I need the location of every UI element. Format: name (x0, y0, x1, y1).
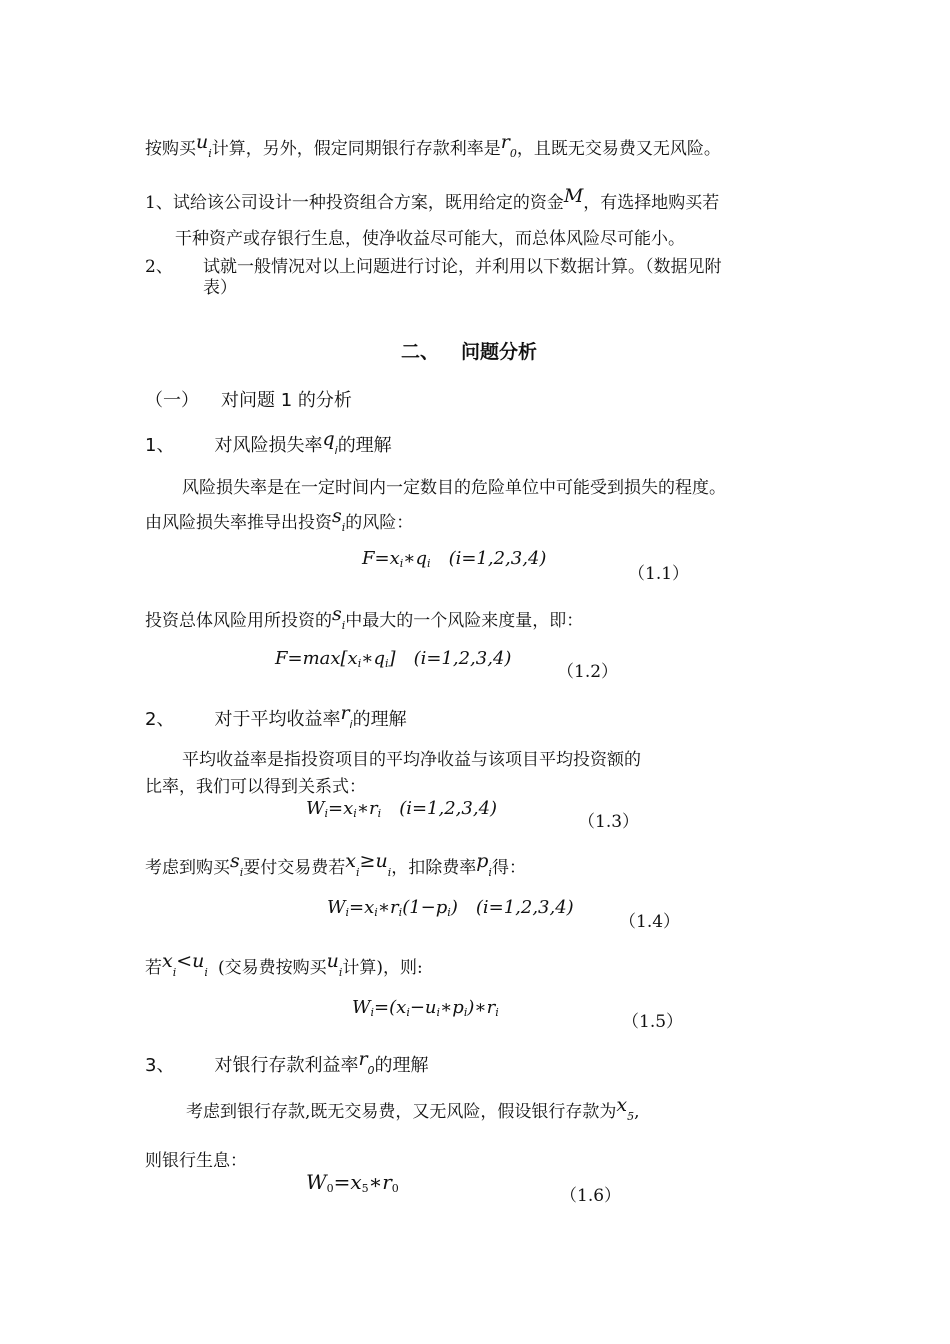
equation-1-4 (327, 897, 574, 919)
eq-sub: i (399, 557, 404, 570)
var-x: x (162, 950, 173, 972)
equation-1-3 (306, 798, 497, 820)
condition-op: ≥u (359, 850, 388, 872)
eq-range: (i=1,2,3,4) (448, 548, 547, 569)
var-p: p (476, 850, 489, 872)
equation-number-1-6: （1.6） (560, 1186, 622, 1206)
var-u: u (196, 131, 209, 153)
eq-sub: i (324, 807, 329, 820)
var-sub: 0 (367, 1064, 375, 1077)
eq-part: ∗r (356, 798, 378, 819)
intro-text: 计算，另外，假定同期银行存款利率是 (211, 139, 501, 159)
eq-sub: i (345, 906, 350, 919)
eq-part: ) (450, 897, 458, 918)
intro-line (145, 131, 721, 166)
eq-part: =x (328, 798, 354, 819)
eq-part: =(x (374, 997, 407, 1018)
eq-sub: i (398, 906, 403, 919)
subsection-heading (145, 389, 352, 413)
item-number: 1、 (145, 435, 175, 456)
subsection-number: （一） (145, 390, 199, 411)
eq-range: (i=1,2,3,4) (475, 897, 574, 918)
para-text: 投资总体风险用所投资的 (145, 611, 332, 631)
var-sub: i (341, 619, 346, 632)
eq-part: ∗r (377, 897, 399, 918)
eq-part: =x (333, 1170, 362, 1194)
task-text: 试给该公司设计一种投资组合方案，既用给定的资金 (172, 193, 564, 213)
eq-part: W (306, 1170, 327, 1194)
var-q: q (322, 428, 335, 450)
para-text: (交易费按购买 (217, 958, 327, 978)
eq-sub: i (427, 557, 431, 570)
eq-sub: i (374, 906, 378, 919)
var-sub: i (341, 521, 346, 534)
item-text: 的理解 (352, 709, 407, 730)
eq-sub: 0 (326, 1182, 334, 1195)
item-1-heading (145, 428, 392, 463)
eq-part: W (327, 897, 346, 918)
item-text: 的理解 (374, 1055, 429, 1076)
section-text: 问题分析 (461, 341, 538, 363)
var-r: r (358, 1048, 368, 1070)
eq-sub: i (406, 1006, 410, 1019)
eq-part: F=x (362, 548, 400, 569)
item-text: 对银行存款利益率 (214, 1055, 359, 1076)
item-1-paragraph-1: 风险损失率是在一定时间内一定数目的危险单位中可能受到损失的程度。 (182, 478, 726, 498)
item-3-heading (145, 1048, 429, 1083)
eq-sub: i (447, 906, 451, 919)
item-1-paragraph-2 (145, 505, 414, 540)
eq-part: W (352, 997, 371, 1018)
task-1-line-2: 干种资产或存银行生息，使净收益尽可能大，而总体风险尽可能小。 (175, 229, 685, 249)
item-text: 对风险损失率 (214, 435, 323, 456)
eq-part: −u (409, 997, 437, 1018)
eq-part: ∗q (403, 548, 428, 569)
eq-part: )∗r (467, 997, 496, 1018)
eq-sub: 5 (361, 1182, 369, 1195)
var-sub: i (488, 866, 492, 879)
item-1-paragraph-3 (145, 603, 584, 638)
item-text: 的理解 (337, 435, 392, 456)
item-number: 3、 (145, 1055, 175, 1076)
section-number: 二、 (401, 341, 440, 363)
task-2-line-1: 试就一般情况对以上问题进行讨论，并利用以下数据计算。（数据见附 (203, 257, 722, 277)
equation-number-1-1: （1.1） (628, 564, 690, 584)
eq-part: ∗q (361, 648, 385, 669)
eq-sub: i (495, 1006, 499, 1019)
section-title (401, 340, 537, 364)
equation-number-1-2: （1.2） (557, 662, 619, 682)
var-sub: i (356, 866, 360, 879)
eq-sub: i (370, 1006, 375, 1019)
eq-range: (i=1,2,3,4) (413, 648, 512, 669)
var-sub: i (334, 444, 338, 457)
equation-number-1-4: （1.4） (619, 912, 681, 932)
equation-number-1-3: （1.3） (578, 812, 640, 832)
eq-sub: i (463, 1006, 468, 1019)
item-2-paragraph-4 (145, 950, 423, 985)
para-text: 要付交易费若 (243, 858, 346, 878)
eq-part: =x (349, 897, 375, 918)
equation-number-1-5: （1.5） (622, 1012, 684, 1032)
task-2-line-2: 表） (203, 278, 237, 298)
var-sub: i (204, 966, 208, 979)
equation-1-5 (352, 997, 499, 1019)
task-number: 1、 (145, 193, 173, 213)
para-text: ，扣除费率 (391, 858, 477, 878)
var-sub: 0 (509, 147, 517, 160)
para-text: 由风险损失率推导出投资 (145, 513, 332, 533)
eq-part: ∗p (440, 997, 464, 1018)
eq-range: (i=1,2,3,4) (399, 798, 498, 819)
intro-text: ，且既无交易费又无风险。 (516, 139, 721, 159)
para-text: 得： (491, 858, 526, 878)
item-text: 对于平均收益率 (214, 709, 341, 730)
eq-part: (1−p (402, 897, 448, 918)
item-3-paragraph-2: 则银行生息： (145, 1151, 247, 1171)
condition-op: <u (176, 950, 205, 972)
equation-1-6 (306, 1170, 399, 1195)
var-sub: i (387, 866, 392, 879)
var-sub: i (338, 966, 343, 979)
item-2-paragraph-3 (145, 850, 526, 885)
para-text: 若 (145, 958, 162, 978)
item-2-paragraph-1: 平均收益率是指投资项目的平均净收益与该项目平均投资额的 (182, 750, 641, 770)
equation-1-1 (362, 548, 546, 570)
subsection-text: 对问题 1 的分析 (221, 390, 352, 411)
var-u: u (326, 950, 339, 972)
eq-sub: i (377, 807, 382, 820)
equation-1-2 (275, 648, 511, 670)
var-s: s (230, 850, 240, 872)
item-number: 2、 (145, 709, 175, 730)
task-1-line-1 (145, 185, 720, 215)
var-sub: i (239, 866, 244, 879)
intro-text: 按购买 (145, 139, 196, 159)
eq-part: ∗r (368, 1170, 392, 1194)
var-sub: i (208, 147, 212, 160)
item-2-paragraph-2: 比率，我们可以得到关系式： (145, 777, 366, 797)
task-2-number: 2、 (145, 257, 173, 277)
para-text: 考虑到银行存款,既无交易费，又无风险，假设银行存款为 (186, 1102, 617, 1122)
var-sub: 5 (627, 1110, 635, 1123)
eq-sub: i (357, 657, 362, 670)
eq-part: W (306, 798, 325, 819)
para-text: , (634, 1102, 640, 1122)
var-sub: i (172, 966, 177, 979)
item-3-paragraph-1 (186, 1094, 640, 1129)
var-x: x (616, 1094, 628, 1116)
var-sub: i (349, 718, 353, 731)
eq-part: ] (388, 648, 396, 669)
var-s: s (332, 505, 342, 527)
para-text: 计算)，则: (342, 958, 423, 978)
eq-sub: 0 (391, 1182, 399, 1195)
para-text: 中最大的一个风险来度量，即： (345, 611, 584, 631)
var-s: s (332, 603, 342, 625)
var-M: M (563, 185, 584, 207)
para-text: 的风险： (345, 513, 414, 533)
eq-sub: i (385, 657, 389, 670)
var-r: r (500, 131, 510, 153)
eq-sub: i (353, 807, 357, 820)
eq-part: F=max[x (275, 648, 358, 669)
var-r: r (340, 702, 350, 724)
var-x: x (345, 850, 357, 872)
item-2-heading (145, 702, 407, 737)
para-text: 考虑到购买 (145, 858, 230, 878)
eq-sub: i (436, 1006, 441, 1019)
task-text: ，有选择地购买若 (583, 193, 720, 213)
